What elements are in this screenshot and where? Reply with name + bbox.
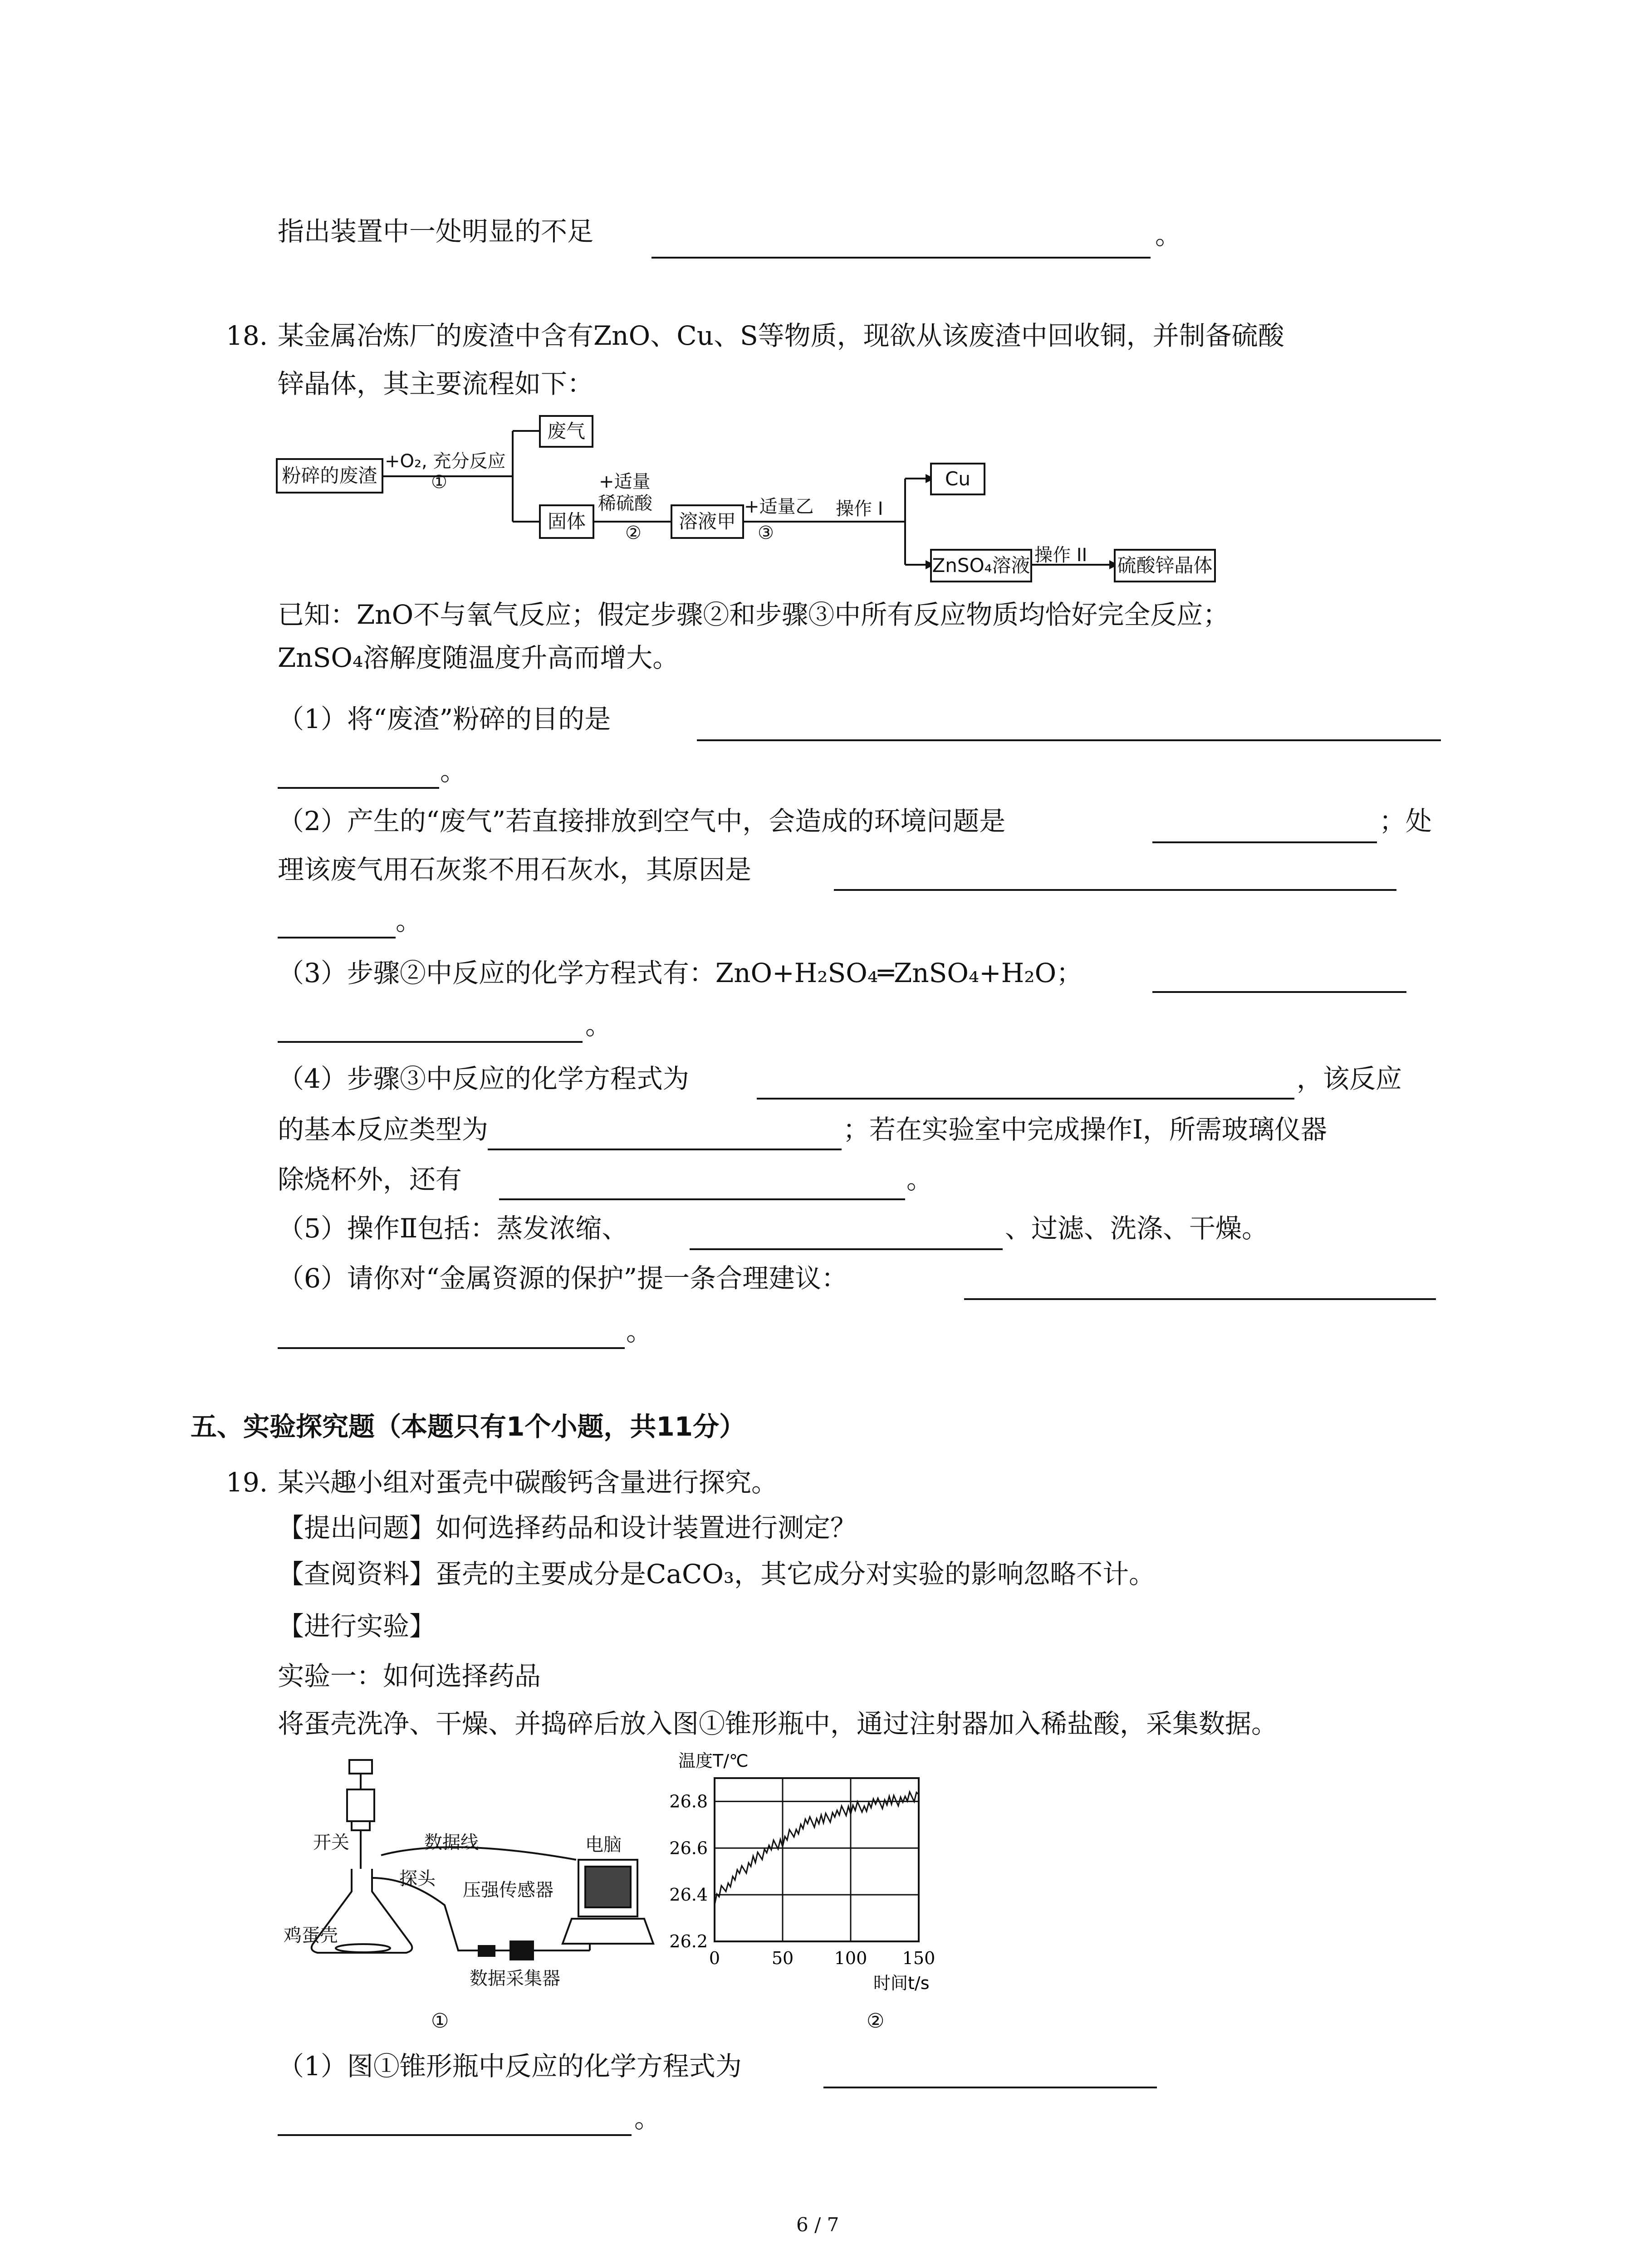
- q18-known-line1: 已知：ZnO不与氧气反应；假定步骤②和步骤③中所有反应物质均恰好完全反应；: [278, 599, 1230, 630]
- label-probe: 探头: [399, 1868, 436, 1889]
- q19-info: 【查阅资料】蛋壳的主要成分是CaCO₃，其它成分对实验的影响忽略不计。: [278, 1559, 1156, 1589]
- flow-box-zinc-sulfate-crystal: 硫酸锌晶体: [1114, 549, 1216, 582]
- q19-procedure: 将蛋壳洗净、干燥、并捣碎后放入图①锥形瓶中，通过注射器加入稀盐酸，采集数据。: [278, 1708, 1278, 1739]
- q17-tail-text: 指出装置中一处明显的不足: [278, 216, 594, 247]
- q18-known-line2: ZnSO₄溶解度随温度升高而增大。: [278, 642, 679, 673]
- flow-box-solution-a: 溶液甲: [671, 504, 744, 539]
- label-pressure-sensor: 压强传感器: [463, 1880, 554, 1901]
- q18-part4-b: ，该反应: [1297, 1063, 1402, 1094]
- flow-label-condition1: +O₂, 充分反应: [385, 451, 506, 472]
- flow-box-copper: Cu: [930, 463, 985, 495]
- flow-box-solid: 固体: [539, 504, 594, 539]
- flow-label-operation1: 操作 I: [836, 499, 883, 519]
- flow-box-waste-residue: 粉碎的废渣: [276, 458, 383, 494]
- section-heading: 五、实验探究题（本题只有1个小题，共11分）: [191, 1411, 746, 1442]
- y-axis-label: 温度T/℃: [678, 1751, 749, 1771]
- period: 。: [440, 756, 467, 787]
- q18-part3: （3）步骤②中反应的化学方程式有：ZnO+H₂SO₄═ZnSO₄+H₂O；: [278, 958, 1083, 988]
- q19-stem: 某兴趣小组对蛋壳中碳酸钙含量进行探究。: [278, 1467, 778, 1498]
- q19-experiment-heading: 【进行实验】: [278, 1611, 436, 1642]
- label-data-collector: 数据采集器: [470, 1968, 560, 1989]
- label-switch: 开关: [313, 1832, 349, 1853]
- flow-label-step2: ②: [625, 523, 642, 543]
- q19-experiment1: 实验一：如何选择药品: [278, 1661, 541, 1691]
- q18-part2-c: 理该废气用石灰浆不用石灰水，其原因是: [278, 854, 752, 885]
- flow-box-exhaust-gas: 废气: [539, 415, 593, 448]
- q18-stem-line2: 锌晶体，其主要流程如下：: [278, 368, 594, 399]
- q18-part4-a: （4）步骤③中反应的化学方程式为: [278, 1063, 689, 1094]
- y-tick-label: 26.6: [669, 1838, 708, 1858]
- x-tick-label: 100: [834, 1948, 867, 1968]
- page-number: 6 / 7: [796, 2214, 839, 2236]
- q19-number: 19.: [226, 1467, 268, 1498]
- y-tick-label: 26.2: [669, 1931, 708, 1951]
- period: 。: [626, 1316, 653, 1347]
- q18-part4-c: 的基本反应类型为: [278, 1114, 489, 1145]
- x-tick-label: 0: [709, 1948, 720, 1968]
- figure2-caption: ②: [867, 2009, 885, 2033]
- q19-part1: （1）图①锥形瓶中反应的化学方程式为: [278, 2051, 742, 2082]
- flow-box-znso4-solution: ZnSO₄溶液: [930, 549, 1032, 582]
- q18-number: 18.: [226, 320, 268, 351]
- period: 。: [396, 905, 422, 936]
- q18-part6: （6）请你对“金属资源的保护”提一条合理建议：: [278, 1263, 848, 1294]
- period: 。: [906, 1164, 933, 1195]
- flow-label-step1: ①: [431, 472, 447, 493]
- q19-question: 【提出问题】如何选择药品和设计装置进行测定？: [278, 1512, 857, 1543]
- label-computer: 电脑: [585, 1834, 622, 1855]
- label-data-line: 数据线: [424, 1832, 479, 1853]
- q18-stem-line1: 某金属冶炼厂的废渣中含有ZnO、Cu、S等物质，现欲从该废渣中回收铜，并制备硫酸: [278, 320, 1284, 351]
- period: 。: [634, 2103, 661, 2134]
- answer-blank[interactable]: [278, 2134, 632, 2136]
- flow-label-add2b: 稀硫酸: [598, 493, 652, 514]
- y-tick-label: 26.8: [669, 1791, 708, 1812]
- label-egg-shell: 鸡蛋壳: [284, 1925, 338, 1946]
- flow-label-add2a: +适量: [599, 471, 651, 492]
- flow-label-operation2: 操作 II: [1034, 545, 1087, 566]
- q18-part1: （1）将“废渣”粉碎的目的是: [278, 704, 611, 734]
- x-tick-label: 150: [902, 1948, 936, 1968]
- q18-part2-a: （2）产生的“废气”若直接排放到空气中，会造成的环境问题是: [278, 806, 1006, 836]
- period: 。: [1155, 220, 1182, 250]
- q18-part4-d: ；若在实验室中完成操作Ⅰ，所需玻璃仪器: [843, 1114, 1327, 1145]
- q18-part2-b: ；处: [1379, 806, 1432, 836]
- x-tick-label: 50: [771, 1948, 794, 1968]
- period: 。: [585, 1010, 612, 1041]
- q18-part5-b: 、过滤、洗涤、干燥。: [1005, 1213, 1269, 1244]
- answer-blank[interactable]: [823, 2087, 1157, 2088]
- q18-part4-e: 除烧杯外，还有: [278, 1164, 462, 1195]
- x-axis-label: 时间t/s: [873, 1973, 930, 1993]
- figure1-caption: ①: [431, 2009, 449, 2033]
- flow-label-step3: ③: [758, 523, 774, 543]
- flow-label-add3: +适量乙: [744, 496, 814, 517]
- y-tick-label: 26.4: [669, 1885, 708, 1905]
- q18-part5-a: （5）操作Ⅱ包括：蒸发浓缩、: [278, 1213, 628, 1244]
